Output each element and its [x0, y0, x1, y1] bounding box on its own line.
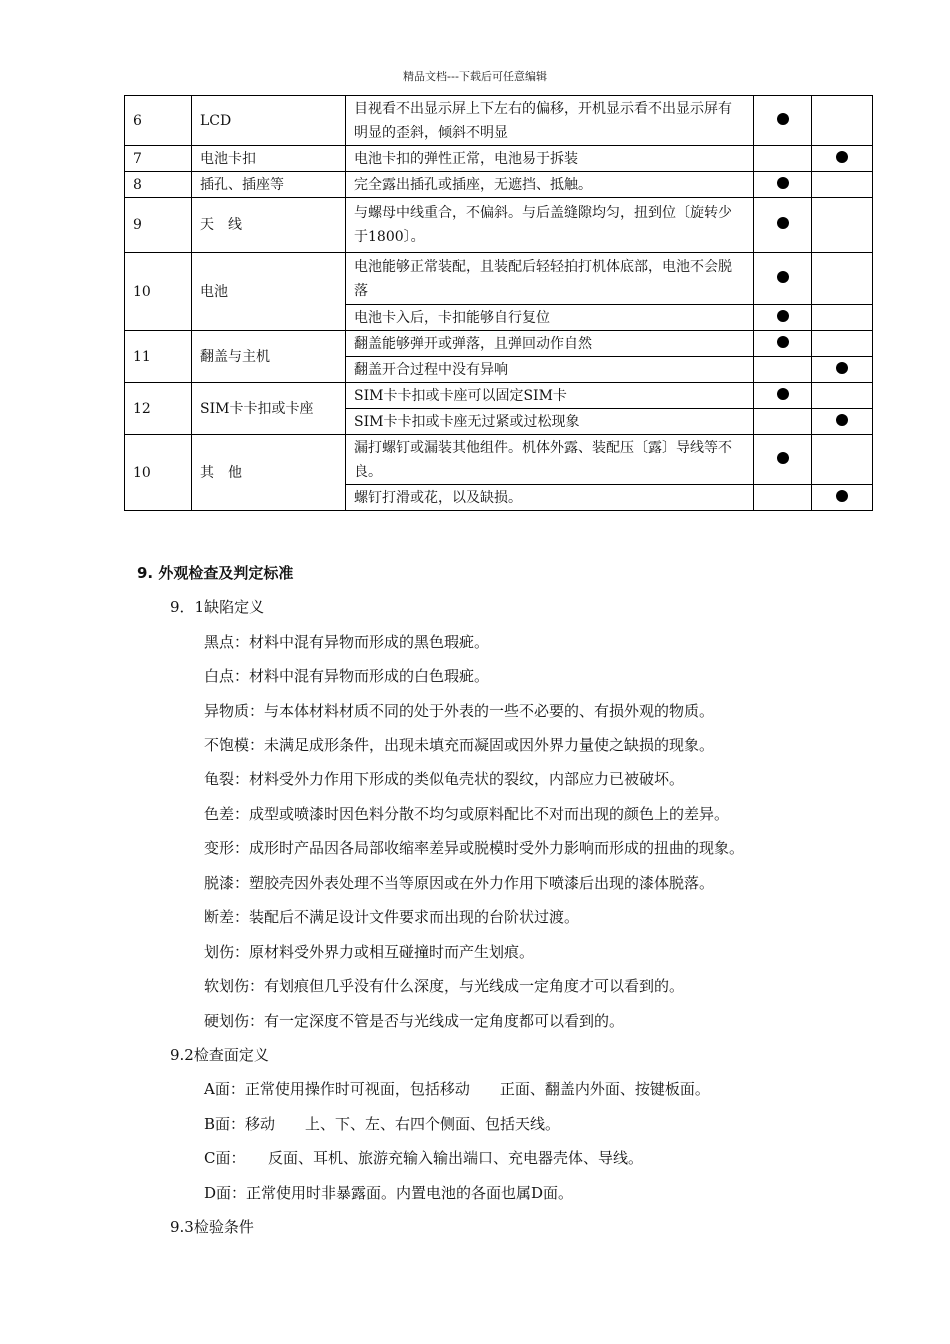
mark-cell	[812, 383, 873, 409]
defect-item: 异物质：与本体材料材质不同的处于外表的一些不必要的、有损外观的物质。	[204, 702, 715, 720]
mark-cell	[754, 383, 812, 409]
item-number: 9	[125, 198, 192, 253]
item-criterion: 螺钉打滑或花，以及缺损。	[346, 485, 754, 511]
filled-dot-icon	[777, 113, 789, 125]
subsection-inspection-conditions: 9.3检验条件	[170, 1218, 254, 1236]
item-number: 11	[125, 331, 192, 383]
mark-cell	[812, 253, 873, 305]
mark-cell	[754, 198, 812, 253]
filled-dot-icon	[777, 388, 789, 400]
item-name: 插孔、插座等	[192, 172, 346, 198]
filled-dot-icon	[777, 336, 789, 348]
mark-cell	[754, 331, 812, 357]
mark-cell	[812, 96, 873, 146]
defect-item: 硬划伤：有一定深度不管是否与光线成一定角度都可以看到的。	[204, 1012, 625, 1030]
defect-item: 变形：成形时产品因各局部收缩率差异或脱模时受外力影响而形成的扭曲的现象。	[204, 839, 745, 857]
mark-cell	[812, 485, 873, 511]
defect-item: 黑点：材料中混有异物而形成的黑色瑕疵。	[204, 633, 490, 651]
inspection-table	[124, 95, 873, 511]
item-criterion: 翻盖能够弹开或弹落，且弹回动作自然	[346, 331, 754, 357]
mark-cell	[754, 435, 812, 485]
table-row	[125, 331, 873, 357]
filled-dot-icon	[777, 177, 789, 189]
filled-dot-icon	[777, 217, 789, 229]
defect-item: 软划伤：有划痕但几乎没有什么深度，与光线成一定角度才可以看到的。	[204, 977, 685, 995]
filled-dot-icon	[836, 362, 848, 374]
defect-item: 脱漆：塑胶壳因外表处理不当等原因或在外力作用下喷漆后出现的漆体脱落。	[204, 874, 715, 892]
item-criterion: 完全露出插孔或插座，无遮挡、抵触。	[346, 172, 754, 198]
item-criterion: 电池卡入后，卡扣能够自行复位	[346, 305, 754, 331]
defect-item: 划伤：原材料受外界力或相互碰撞时而产生划痕。	[204, 943, 535, 961]
defect-item: 白点：材料中混有异物而形成的白色瑕疵。	[204, 667, 490, 685]
table-row	[125, 383, 873, 409]
section-heading: 9. 外观检查及判定标准	[137, 564, 294, 582]
item-name: 其 他	[192, 435, 346, 511]
mark-cell	[812, 331, 873, 357]
mark-cell	[812, 305, 873, 331]
mark-cell	[754, 357, 812, 383]
mark-cell	[812, 172, 873, 198]
mark-cell	[754, 305, 812, 331]
defect-item: 断差：装配后不满足设计文件要求而出现的台阶状过渡。	[204, 908, 580, 926]
mark-cell	[812, 435, 873, 485]
filled-dot-icon	[836, 414, 848, 426]
item-name: LCD	[192, 96, 346, 146]
item-number: 7	[125, 146, 192, 172]
filled-dot-icon	[777, 452, 789, 464]
mark-cell	[812, 198, 873, 253]
mark-cell	[812, 409, 873, 435]
mark-cell	[754, 409, 812, 435]
item-number: 6	[125, 96, 192, 146]
item-criterion: 翻盖开合过程中没有异响	[346, 357, 754, 383]
filled-dot-icon	[836, 151, 848, 163]
table-row	[125, 146, 873, 172]
mark-cell	[754, 253, 812, 305]
table-row	[125, 172, 873, 198]
item-number: 10	[125, 253, 192, 331]
mark-cell	[754, 485, 812, 511]
filled-dot-icon	[777, 271, 789, 283]
mark-cell	[812, 357, 873, 383]
item-name: 天 线	[192, 198, 346, 253]
item-criterion: SIM卡卡扣或卡座可以固定SIM卡	[346, 383, 754, 409]
item-number: 10	[125, 435, 192, 511]
item-criterion: 电池能够正常装配，且装配后轻轻拍打机体底部，电池不会脱落	[346, 253, 754, 305]
filled-dot-icon	[836, 490, 848, 502]
defect-item: 不饱模：未满足成形条件，出现未填充而凝固或因外界力量使之缺损的现象。	[204, 736, 715, 754]
item-name: SIM卡卡扣或卡座	[192, 383, 346, 435]
mark-cell	[754, 172, 812, 198]
mark-cell	[754, 96, 812, 146]
mark-cell	[754, 146, 812, 172]
table-row	[125, 435, 873, 485]
item-criterion: 漏打螺钉或漏装其他组件。机体外露、装配压〔露〕导线等不良。	[346, 435, 754, 485]
item-name: 电池卡扣	[192, 146, 346, 172]
mark-cell	[812, 146, 873, 172]
item-name: 翻盖与主机	[192, 331, 346, 383]
item-number: 12	[125, 383, 192, 435]
item-criterion: SIM卡卡扣或卡座无过紧或过松现象	[346, 409, 754, 435]
surface-item: C面： 反面、耳机、旅游充输入输出端口、充电器壳体、导线。	[204, 1149, 643, 1167]
table-row	[125, 96, 873, 146]
subsection-defect-definition: 9．1缺陷定义	[170, 598, 265, 616]
item-name: 电池	[192, 253, 346, 331]
subsection-surface-definition: 9.2检查面定义	[170, 1046, 269, 1064]
page-header: 精品文档---下载后可任意编辑	[403, 70, 547, 83]
defect-item: 色差：成型或喷漆时因色料分散不均匀或原料配比不对而出现的颜色上的差异。	[204, 805, 730, 823]
item-number: 8	[125, 172, 192, 198]
surface-item: D面：正常使用时非暴露面。内置电池的各面也属D面。	[204, 1184, 574, 1202]
item-criterion: 电池卡扣的弹性正常，电池易于拆装	[346, 146, 754, 172]
defect-item: 龟裂：材料受外力作用下形成的类似龟壳状的裂纹，内部应力已被破坏。	[204, 770, 685, 788]
filled-dot-icon	[777, 310, 789, 322]
table-row	[125, 253, 873, 305]
surface-item: A面：正常使用操作时可视面，包括移动 正面、翻盖内外面、按键板面。	[204, 1080, 710, 1098]
table-row	[125, 198, 873, 253]
surface-item: B面：移动 上、下、左、右四个侧面、包括天线。	[204, 1115, 561, 1133]
item-criterion: 与螺母中线重合，不偏斜。与后盖缝隙均匀，扭到位〔旋转少于1800〕。	[346, 198, 754, 253]
item-criterion: 目视看不出显示屏上下左右的偏移，开机显示看不出显示屏有明显的歪斜，倾斜不明显	[346, 96, 754, 146]
